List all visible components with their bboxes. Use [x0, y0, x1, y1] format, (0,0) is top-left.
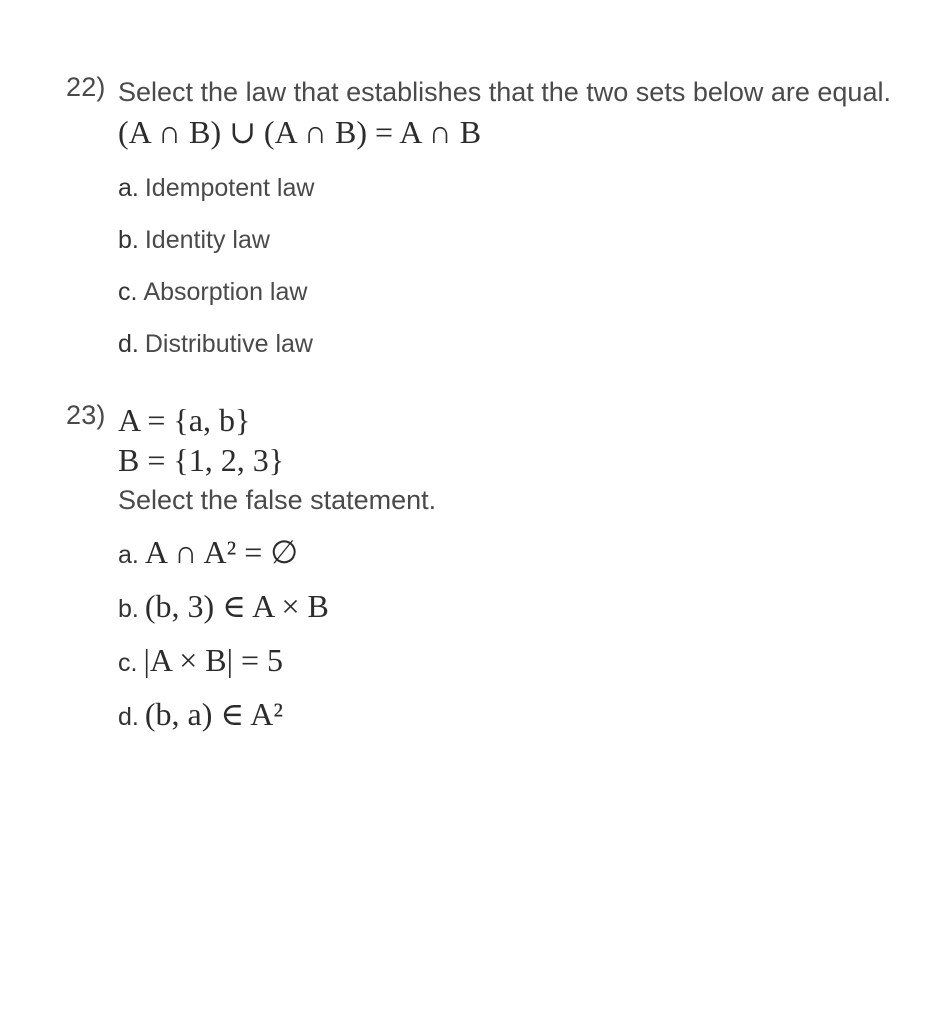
question-body: [118, 400, 918, 748]
option-text: Distributive law: [144, 330, 313, 358]
answer-option-c[interactable]: [118, 640, 918, 694]
option-text: Idempotent law: [144, 174, 315, 202]
option-statement: (b, 3) ∈ A × B: [144, 588, 329, 624]
question-number: 23): [66, 400, 106, 430]
answer-option-a[interactable]: [118, 532, 918, 586]
option-statement: A ∩ A² = ∅: [144, 534, 299, 570]
option-letter: c.: [118, 278, 138, 306]
option-statement: (b, a) ∈ A²: [144, 696, 283, 732]
option-letter: d.: [118, 330, 139, 358]
answer-option-b[interactable]: [118, 586, 918, 640]
question-number: 22): [66, 72, 106, 102]
option-statement: |A × B| = 5: [143, 642, 284, 678]
option-letter: b.: [118, 226, 139, 254]
option-text: Identity law: [144, 226, 270, 254]
question-prompt: Select the false statement.: [118, 485, 437, 515]
option-text: Absorption law: [143, 278, 308, 306]
answer-option-d[interactable]: [118, 324, 918, 376]
set-equation: (A ∩ B) ∪ (A ∩ B) = A ∩ B: [118, 114, 482, 150]
option-letter: a.: [118, 174, 139, 202]
answer-option-b[interactable]: [118, 220, 918, 272]
option-letter: a.: [118, 541, 139, 569]
option-letter: b.: [118, 595, 139, 623]
question-prompt: Select the law that establishes that the two sets below are equal.: [118, 77, 891, 107]
set-a-definition: A = {a, b}: [118, 402, 251, 438]
option-letter: d.: [118, 703, 139, 731]
answer-option-a[interactable]: [118, 168, 918, 220]
set-b-definition: B = {1, 2, 3}: [118, 442, 285, 478]
answer-options: [118, 168, 918, 376]
answer-options: [118, 532, 918, 748]
answer-option-c[interactable]: [118, 272, 918, 324]
question-body: [118, 72, 918, 376]
option-letter: c.: [118, 649, 138, 677]
answer-option-d[interactable]: [118, 694, 918, 748]
